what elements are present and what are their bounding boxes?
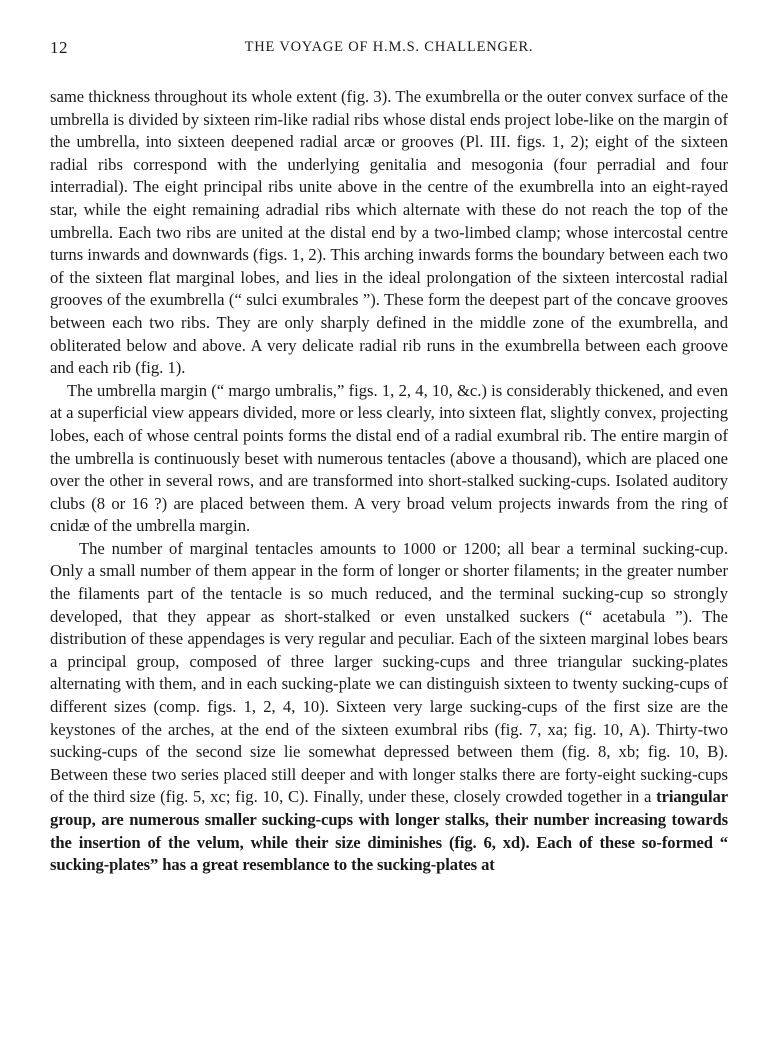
running-title: THE VOYAGE OF H.M.S. CHALLENGER. [244,39,534,55]
paragraph-3-regular-text: The number of marginal tentacles amounts to 1000 or 1200; all bear a terminal sucking-cup. Only a small number of them appear in the form of longer or shorter filaments; in the greater number the filaments part of the tentacle is so much reduced, and the terminal sucking-cup so strongly developed, that they appear as short-stalked or even unstalked suckers (“ acetabula ”). The distribution of these appendages is very regular and peculiar. Each of the sixteen marginal lobes bears a principal group, composed of three larger sucking-cups and three triangular sucking-plates alternating with them, and in each sucking-plate we can distinguish sixteen to twenty sucking-cups of different sizes (comp. figs. 1, 2, 4, 10). Sixteen very large sucking-cups of the first size are the keystones of the arches, at the end of the sixteen exumbral ribs (fig. 7, xa; fig. 10, A). Thirty-two sucking-cups of the second size lie somewhat depressed between them (fig. 8, xb; fig. 10, B). Between these two series placed still deeper and with longer stalks there are forty-eight sucking-cups of the third size (fig. 5, xc; fig. 10, C). Finally, under these, closely crowded together in a [50,538,728,807]
paragraph-1: same thickness throughout its whole extent (fig. 3). The exumbrella or the outer convex surface of the umbrella is divided by sixteen rim-like radial ribs whose distal ends project lobe-like on the margin of the umbrella, into sixteen deepened radial arcæ or grooves (Pl. III. figs. 1, 2); eight of the sixteen radial ribs correspond with the underlying genitalia and mesogonia (four perradial and four interradial). The eight principal ribs unite above in the centre of the exumbrella into an eight-rayed star, while the eight remaining adradial ribs which alternate with these do not reach the top of the umbrella. Each two ribs are united at the distal end by a two-limbed clamp; whose intercostal centre turns inwards and downwards (figs. 1, 2). This arching inwards forms the boundary between each two of the sixteen flat marginal lobes, and lies in the ideal prolongation of the sixteen intercostal radial grooves of the exumbrella (“ sulci exumbrales ”). These form the deepest part of the concave grooves between each two ribs. They are only sharply defined in the middle zone of the exumbrella, and obliterated below and above. A very delicate radial rib runs in the exumbrella between each groove and each rib (fig. 1). [50,87,728,378]
paragraph-3-bold-text: triangular group, are numerous smaller sucking-cups with longer stalks, their number increasing towards the insertion of the velum, while their size diminishes (fig. 6, xd). Each of these so-formed “ sucking-plates” has a great resemblance to the sucking-plates at [50,787,728,875]
page-number: 12 [50,38,68,57]
body-text [50,86,728,877]
page [50,38,728,877]
page-header [50,38,728,64]
paragraph-2: The umbrella margin (“ margo umbralis,” figs. 1, 2, 4, 10, &c.) is considerably thickened, and even at a superficial view appears divided, more or less clearly, into sixteen flat, slightly convex, projecting lobes, each of whose central points forms the distal end of a radial exumbral rib. The entire margin of the umbrella is continuously beset with numerous tentacles (above a thousand), which are placed one over the other in several rows, and are transformed into short-stalked sucking-cups. Isolated auditory clubs (8 or 16 ?) are placed between them. A very broad velum projects inwards from the ring of cnidæ of the umbrella margin. [50,380,728,536]
paragraph-3 [50,538,728,877]
